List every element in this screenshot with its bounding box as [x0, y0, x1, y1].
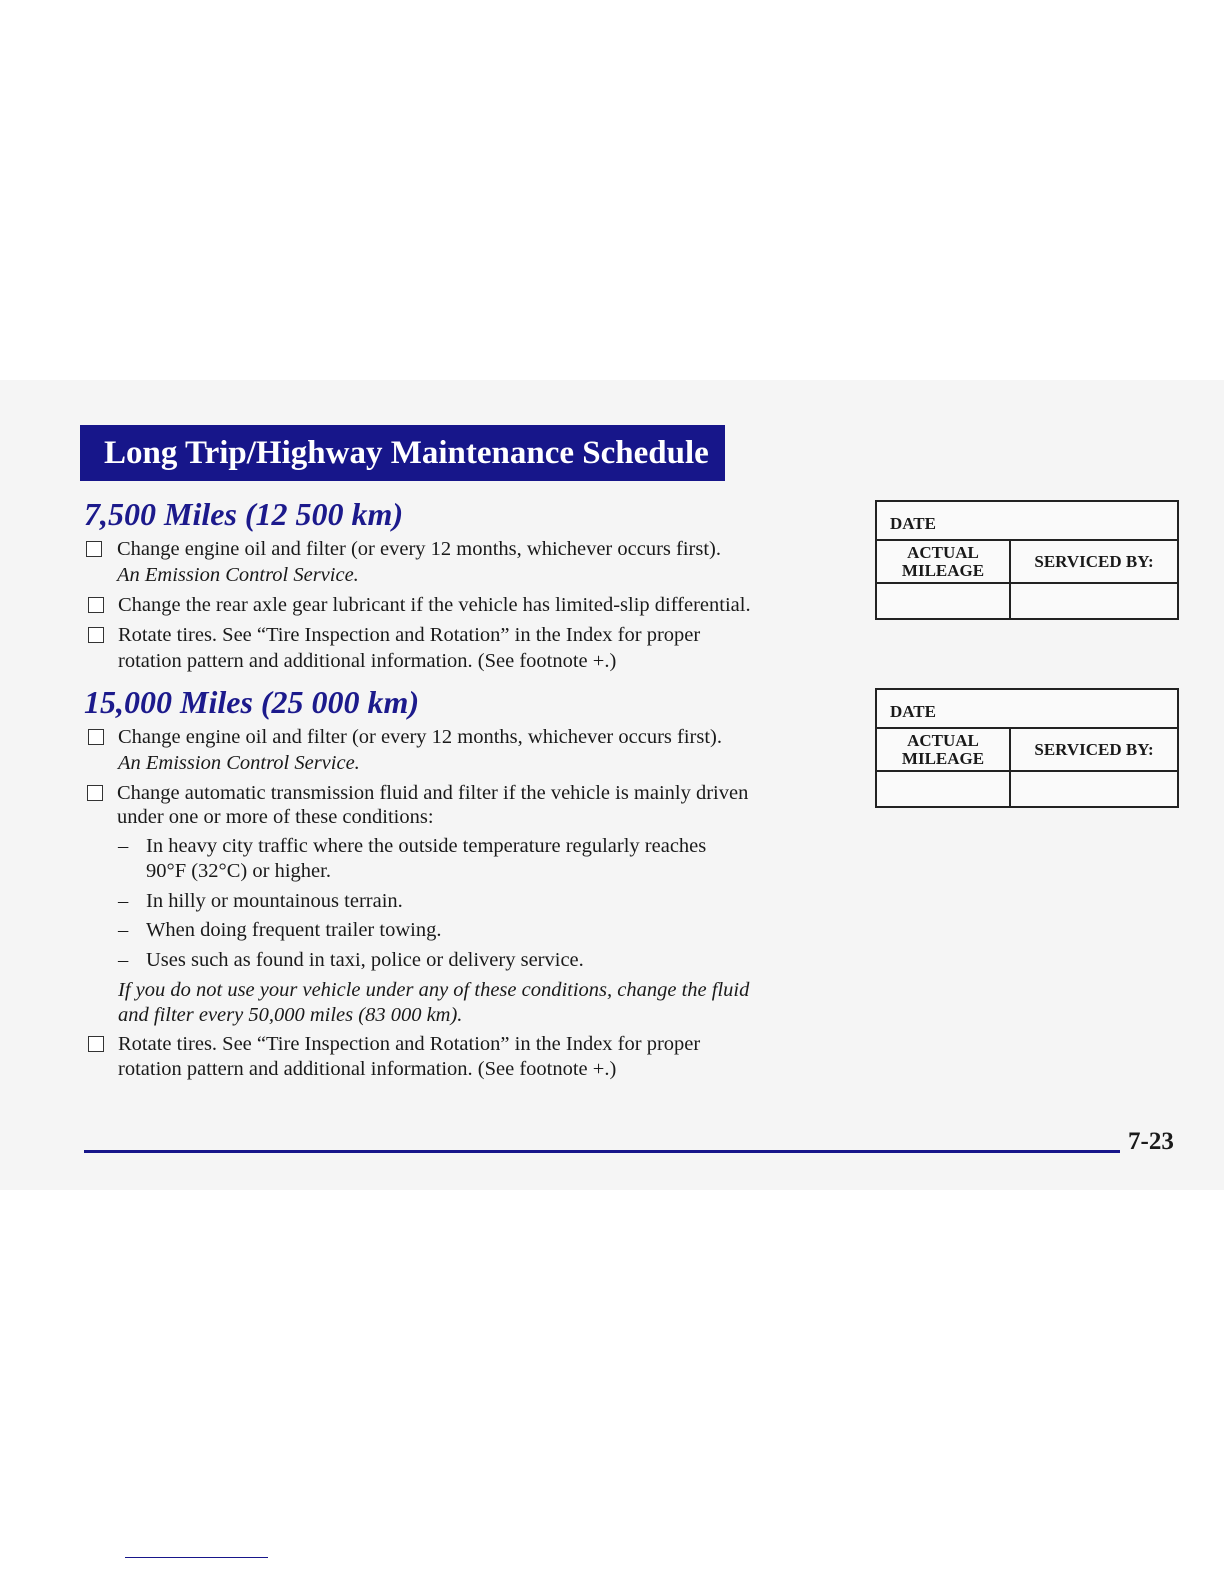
footer-rule — [84, 1150, 1120, 1153]
condition-text: Uses such as found in taxi, police or delivery service. — [146, 949, 584, 971]
service-record-table-7500 — [875, 500, 1179, 620]
actual-mileage-header: ACTUAL MILEAGE — [877, 541, 1011, 582]
item-text: Rotate tires. See “Tire Inspection and Rotation” in the Index for proper — [118, 624, 701, 646]
section-heading-15000: 15,000 Miles (25 000 km) — [84, 684, 420, 720]
dash-bullet: – — [118, 919, 129, 941]
serviced-by-entry[interactable] — [1011, 584, 1177, 618]
condition-text: In heavy city traffic where the outside temperature regularly reaches — [146, 835, 707, 857]
serviced-by-entry[interactable] — [1011, 772, 1177, 806]
item-text: Change the rear axle gear lubricant if the vehicle has limited-slip differential. — [118, 594, 751, 616]
item-text: Change engine oil and filter (or every 12 months, whichever occurs first). — [118, 726, 722, 748]
condition-text: 90°F (32°C) or higher. — [146, 860, 331, 882]
section-heading-7500: 7,500 Miles (12 500 km) — [84, 496, 404, 532]
item-text: under one or more of these conditions: — [117, 806, 434, 828]
item-text: rotation pattern and additional information. (See footnote +.) — [118, 650, 617, 672]
page-number: 7-23 — [1128, 1128, 1174, 1155]
condition-text: When doing frequent trailer towing. — [146, 919, 442, 941]
date-field[interactable]: DATE — [877, 690, 1177, 729]
checkbox-7500-axle[interactable] — [88, 597, 104, 613]
item-note: An Emission Control Service. — [118, 752, 360, 774]
dash-bullet: – — [118, 835, 129, 857]
bottom-rule — [125, 1557, 268, 1558]
service-record-table-15000 — [875, 688, 1179, 808]
serviced-by-header: SERVICED BY: — [1034, 740, 1154, 759]
fluid-note: and filter every 50,000 miles (83 000 km). — [118, 1004, 463, 1026]
item-text: Change automatic transmission fluid and filter if the vehicle is mainly driven — [117, 782, 749, 804]
date-field[interactable]: DATE — [877, 502, 1177, 541]
checkbox-7500-rotate[interactable] — [88, 627, 104, 643]
dash-bullet: – — [118, 949, 129, 971]
actual-mileage-header: ACTUAL MILEAGE — [877, 729, 1011, 770]
item-text: rotation pattern and additional information. (See footnote +.) — [118, 1058, 617, 1080]
checkbox-15000-rotate[interactable] — [88, 1036, 104, 1052]
actual-mileage-entry[interactable] — [877, 584, 1011, 618]
serviced-by-header: SERVICED BY: — [1034, 552, 1154, 571]
page-title: Long Trip/Highway Maintenance Schedule — [80, 425, 725, 481]
condition-text: In hilly or mountainous terrain. — [146, 890, 403, 912]
fluid-note: If you do not use your vehicle under any of these conditions, change the fluid — [118, 979, 750, 1001]
checkbox-7500-oil[interactable] — [86, 541, 102, 557]
actual-mileage-entry[interactable] — [877, 772, 1011, 806]
item-note: An Emission Control Service. — [117, 564, 359, 586]
item-text: Change engine oil and filter (or every 12 months, whichever occurs first). — [117, 538, 721, 560]
item-text: Rotate tires. See “Tire Inspection and Rotation” in the Index for proper — [118, 1033, 701, 1055]
checkbox-15000-transmission[interactable] — [87, 785, 103, 801]
checkbox-15000-oil[interactable] — [88, 729, 104, 745]
dash-bullet: – — [118, 890, 129, 912]
